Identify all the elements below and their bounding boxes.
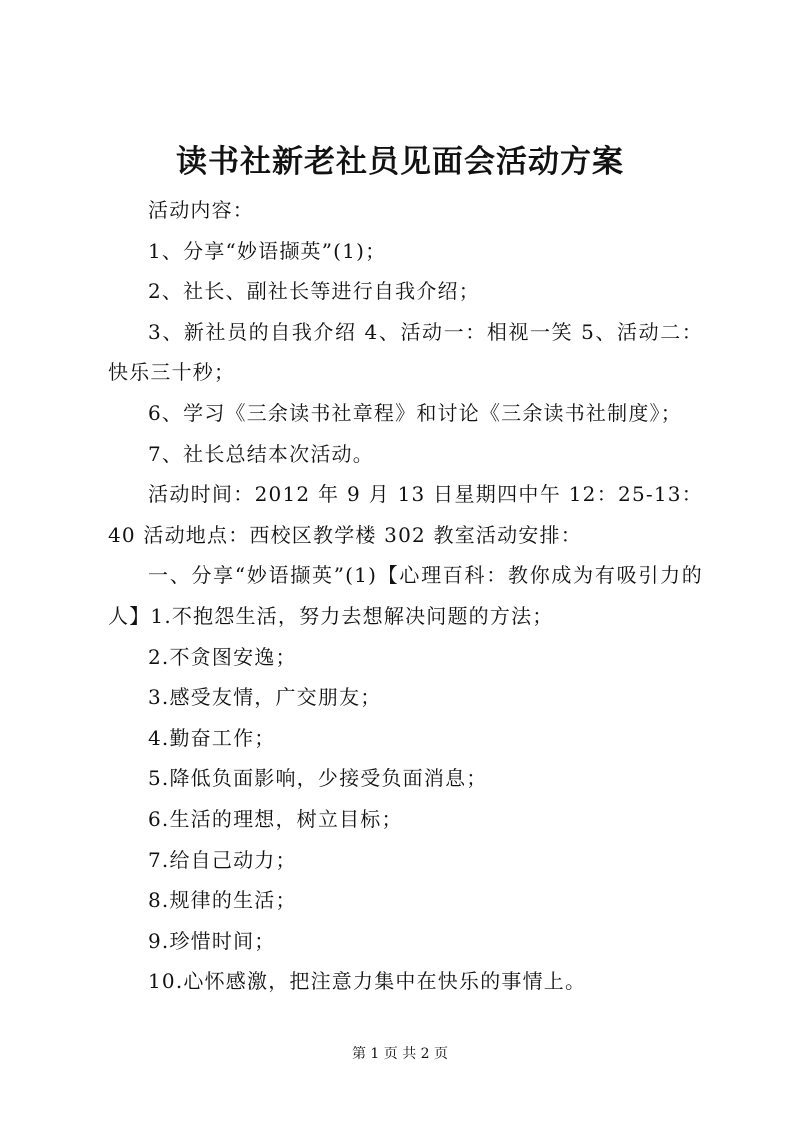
document-body	[108, 190, 703, 1002]
paragraph: 3、新社员的自我介绍 4、活动一：相视一笑 5、活动二：快乐三十秒；	[108, 319, 703, 385]
paragraph: 6、学习《三余读书社章程》和讨论《三余读书社制度》；	[148, 400, 682, 425]
paragraph: 8.规律的生活；	[148, 888, 297, 913]
paragraph: 7.给自己动力；	[148, 847, 297, 872]
document-title: 读书社新老社员见面会活动方案	[176, 144, 624, 180]
paragraph: 活动时间：2012 年 9 月 13 日星期四中午 12：25-13：40 活动地点：西校区教学楼 302 教室活动安排：	[108, 482, 703, 547]
paragraph: 4.勤奋工作；	[148, 725, 276, 750]
paragraph: 10.心怀感激，把注意力集中在快乐的事情上。	[148, 969, 587, 994]
paragraph: 5.降低负面影响，少接受负面消息；	[148, 766, 488, 791]
page-footer: 第 1 页 共 2 页	[351, 1046, 449, 1062]
paragraph: 一、分享“妙语撷英”(1)【心理百科：教你成为有吸引力的人】1.不抱怨生活，努力去想解决问题的方法；	[108, 563, 703, 628]
paragraph: 2.不贪图安逸；	[148, 644, 297, 669]
paragraph: 2、社长、副社长等进行自我介绍；	[148, 279, 480, 304]
paragraph: 6.生活的理想，树立目标；	[148, 806, 403, 831]
paragraph: 7、社长总结本次活动。	[148, 441, 374, 466]
paragraph: 1、分享“妙语撷英”(1)；	[148, 238, 387, 263]
paragraph: 3.感受友情，广交朋友；	[148, 685, 382, 710]
paragraph: 活动内容：	[148, 198, 254, 222]
paragraph: 9.珍惜时间；	[148, 928, 276, 953]
